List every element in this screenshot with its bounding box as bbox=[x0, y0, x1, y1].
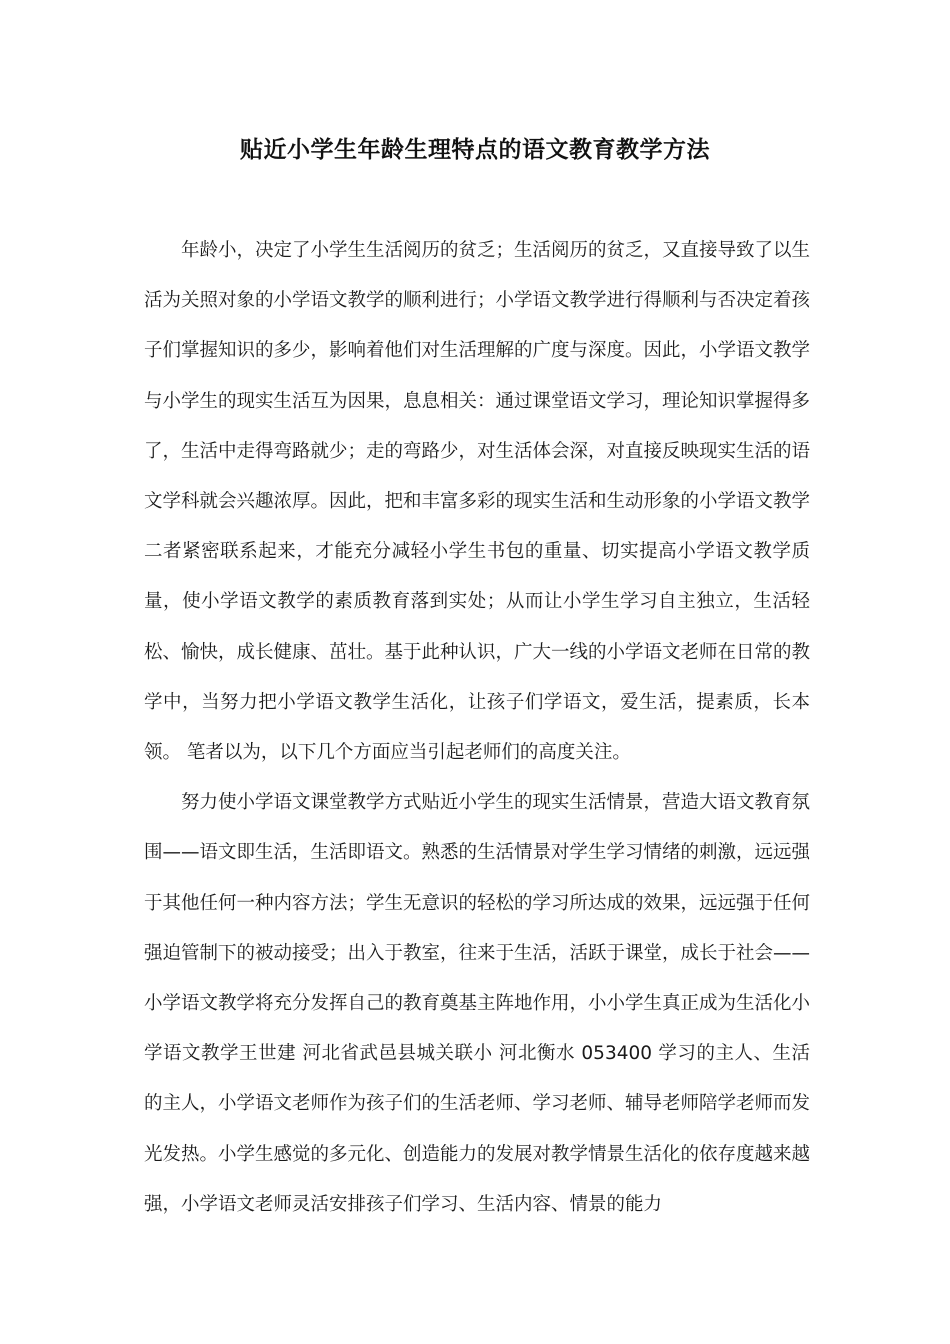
document-title: 贴近小学生年龄生理特点的语文教育教学方法 bbox=[240, 137, 710, 163]
document-body bbox=[144, 226, 810, 1230]
paragraph: 年龄小，决定了小学生生活阅历的贫乏；生活阅历的贫乏，又直接导致了以生活为关照对象的小学语文教学的顺利进行；小学语文教学进行得顺利与否决定着孩子们掌握知识的多少，影响着他们对生活理解的广度与深度。因此，小学语文教学与小学生的现实生活互为因果，息息相关：通过课堂语文学习，理论知识掌握得多了，生活中走得弯路就少；走的弯路少，对生活体会深，对直接反映现实生活的语文学科就会兴趣浓厚。因此，把和丰富多彩的现实生活和生动形象的小学语文教学二者紧密联系起来，才能充分减轻小学生书包的重量、切实提高小学语文教学质量，使小学语文教学的素质教育落到实处；从而让小学生学习自主独立，生活轻松、愉快，成长健康、茁壮。基于此种认识，广大一线的小学语文老师在日常的教学中，当努力把小学语文教学生活化，让孩子们学语文，爱生活，提素质，长本领。 笔者以为，以下几个方面应当引起老师们的高度关注。 bbox=[144, 240, 811, 764]
paragraph: 努力使小学语文课堂教学方式贴近小学生的现实生活情景，营造大语文教育氛围——语文即生活，生活即语文。熟悉的生活情景对学生学习情绪的刺激，远远强于其他任何一种内容方法；学生无意识的轻松的学习所达成的效果，远远强于任何强迫管制下的被动接受；出入于教室，往来于生活，活跃于课堂，成长于社会——小学语文教学将充分发挥自己的教育奠基主阵地作用，小小学生真正成为生活化小学语文教学王世建 河北省武邑县城关联小 河北衡水 053400 学习的主人、生活的主人，小学语文老师作为孩子们的生活老师、学习老师、辅导老师陪学老师而发光发热。小学生感觉的多元化、创造能力的发展对教学情景生活化的依存度越来越强，小学语文老师灵活安排孩子们学习、生活内容、情景的能力 bbox=[144, 792, 811, 1215]
